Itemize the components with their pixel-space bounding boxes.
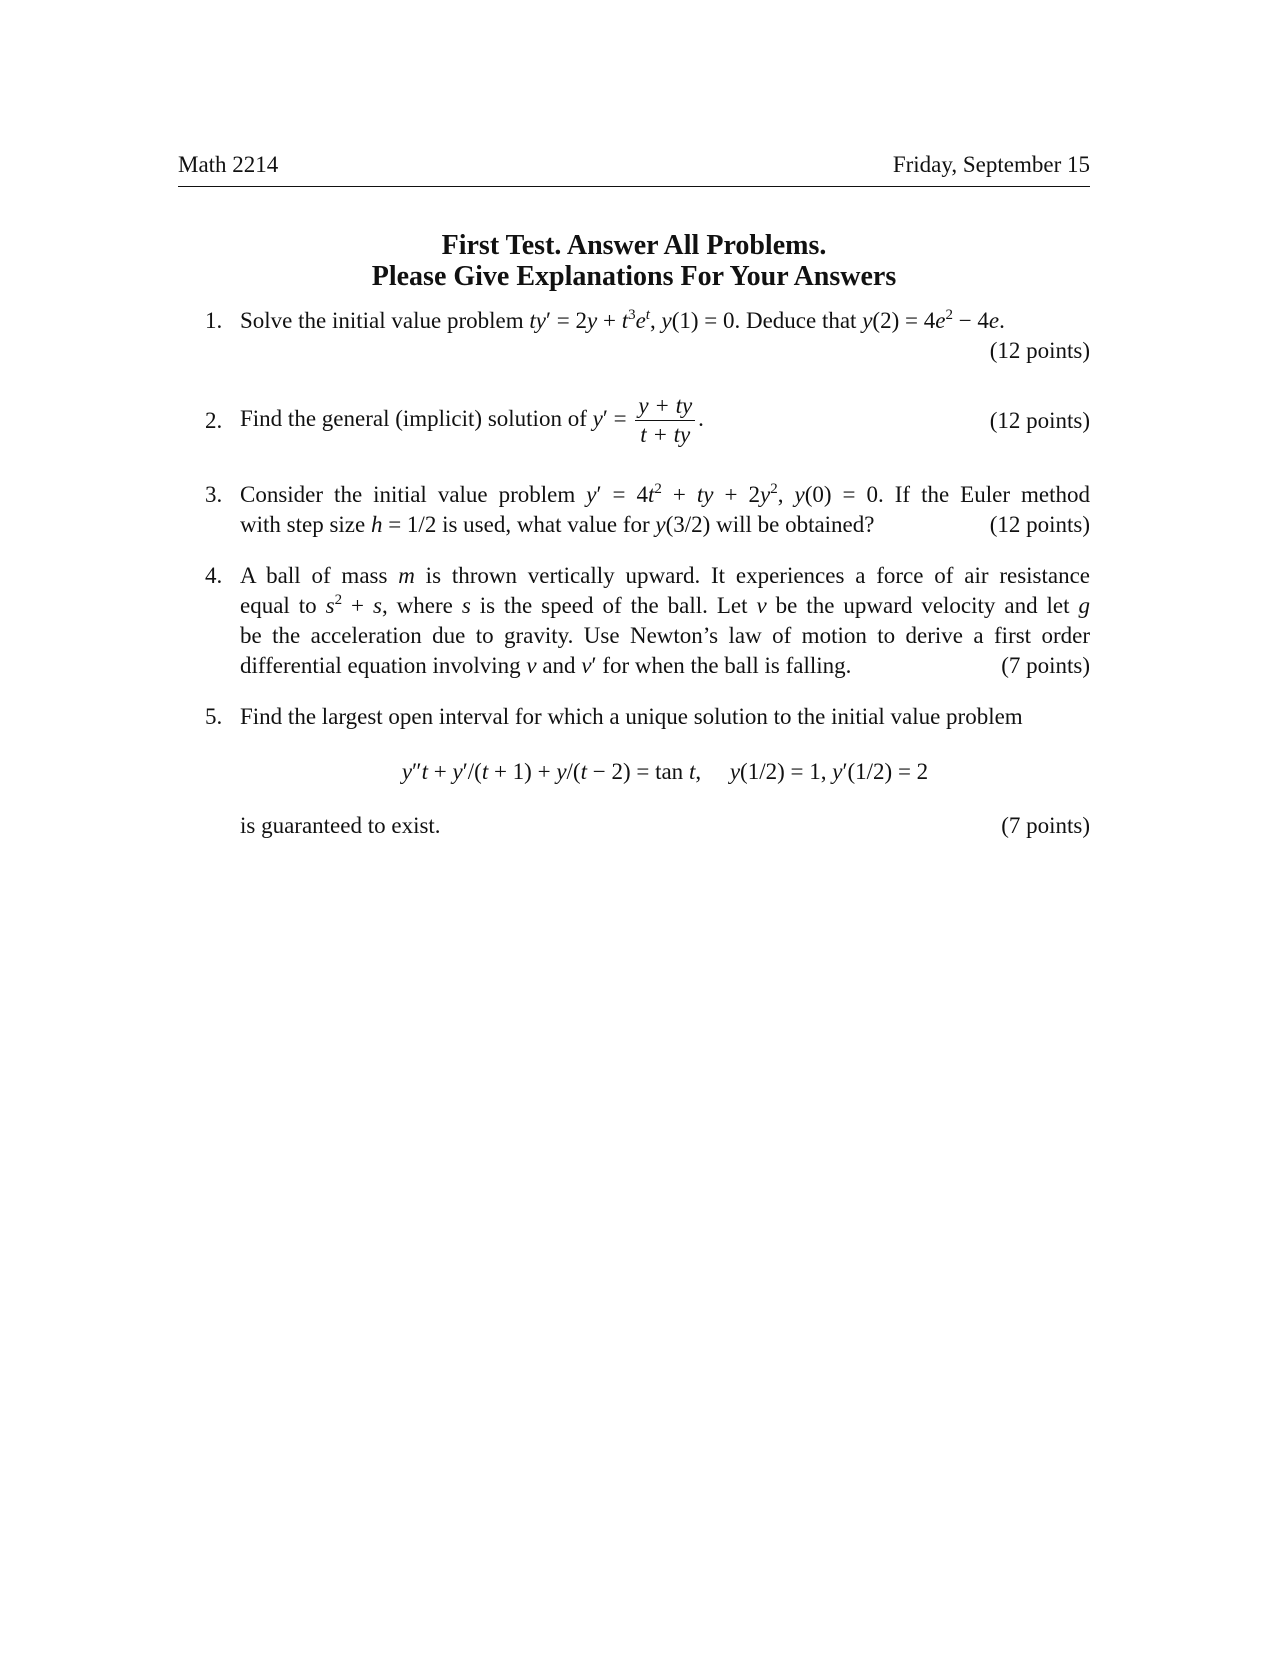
problem-text: Find the general (implicit) solution of y′ = $\frac{y + ty}{t + ty}$ . xyxy=(240,393,704,447)
page-header xyxy=(178,152,1090,187)
problem-text: Find the largest open interval for which a unique solution to the initial value problem y″t + y′/(t + 1) + y/(t − 2) = tan t, y(1/2) = 1, y′(1/2) = 2 is guaranteed to exist. xyxy=(240,702,1090,841)
display-equation: y″t + y′/(t + 1) + y/(t − 2) = tan t, y(1/2) = 1, y′(1/2) = 2 xyxy=(401,759,929,784)
fraction: $\frac{y + ty}{t + ty}$ xyxy=(635,392,695,449)
problem-3 xyxy=(205,480,1090,542)
course-label: Math 2214 xyxy=(178,152,279,177)
problem-2 xyxy=(205,392,1090,452)
date-label: Friday, September 15 xyxy=(892,152,1090,177)
problem-number: 4. xyxy=(205,563,223,588)
problem-number: 2. xyxy=(205,408,223,433)
problem-number: 5. xyxy=(205,704,223,729)
problem-number: 3. xyxy=(205,482,223,507)
problem-points: (12 points) xyxy=(989,338,1090,363)
problem-text: Consider the initial value problem $y' = 4t^2$ + ty + $2y^2$, y(0) = 0. If the Euler method with step size h = 1/2 is used, what value for y(3/2) will be obtained? xyxy=(240,481,1090,537)
problem-text: Solve the initial value problem $ty' = 2y + t^3e^t$, y(1) = 0. Deduce that $y(2) = 4e^2 - 4e$. xyxy=(240,307,1005,333)
problem-4 xyxy=(205,561,1090,683)
problem-points: (12 points) xyxy=(989,408,1090,433)
problem-text: A ball of mass m is thrown vertically upward. It experiences a force of air resistance equal to $s^2 + s$, where s is the speed of the ball. Let v be the upward velocity and let g be the acceleration due to gravity. Use Newton’s law of motion to derive a first order differential equation involving v and v′ for when the ball is falling. xyxy=(240,563,1091,678)
problem-5 xyxy=(205,702,1090,842)
problem-1 xyxy=(205,306,1090,368)
title-line-1: First Test. Answer All Problems. xyxy=(441,230,827,261)
exam-title xyxy=(178,230,1090,292)
problem-points: (7 points) xyxy=(1001,653,1090,678)
title-line-2: Please Give Explanations For Your Answers xyxy=(371,261,897,292)
problem-points: (7 points) xyxy=(1001,813,1090,838)
problem-number: 1. xyxy=(205,308,223,333)
problem-points: (12 points) xyxy=(989,512,1090,537)
